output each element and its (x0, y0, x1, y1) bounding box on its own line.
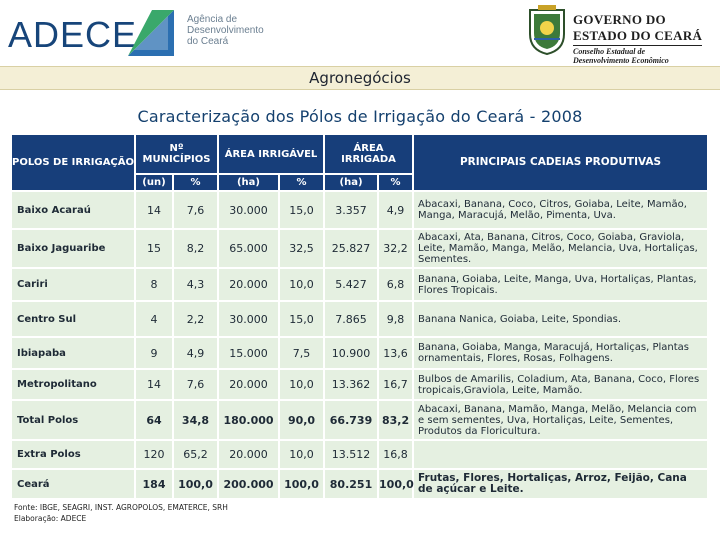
mun-pct: 8,2 (173, 229, 218, 268)
header-polos: POLOS DE IRRIGAÇÃO (11, 134, 135, 191)
adece-logo-icon (124, 6, 178, 60)
mun-pct: 65,2 (173, 440, 218, 469)
table-row (11, 268, 708, 301)
irrigavel-pct: 15,0 (279, 301, 324, 337)
irrigada-ha: 25.827 (324, 229, 378, 268)
irrigada-pct: 100,0 (378, 469, 413, 499)
polo-name: Baixo Jaguaribe (11, 229, 135, 268)
polo-name: Centro Sul (11, 301, 135, 337)
mun-pct: 7,6 (173, 369, 218, 400)
header-area-irrigada: ÁREA IRRIGADA (324, 134, 413, 174)
irrigada-ha: 10.900 (324, 337, 378, 369)
mun-pct: 34,8 (173, 400, 218, 440)
source-line: Fonte: IBGE, SEAGRI, INST. AGROPOLOS, EMATERCE, SRH (14, 503, 228, 512)
mun-count: 120 (135, 440, 173, 469)
irrigada-ha: 7.865 (324, 301, 378, 337)
polo-name: Ibiapaba (11, 337, 135, 369)
irrigavel-ha: 20.000 (218, 268, 279, 301)
agency-name (187, 14, 264, 47)
irrigavel-ha: 180.000 (218, 400, 279, 440)
agency-line-3: do Ceará (187, 36, 229, 47)
header-cadeias: PRINCIPAIS CADEIAS PRODUTIVAS (413, 134, 708, 191)
gov-line-2: ESTADO DO CEARÁ (573, 28, 703, 43)
council-line-2: Desenvolvimento Econômico (573, 56, 669, 65)
cadeias-produtivas (413, 440, 708, 469)
header (0, 0, 720, 66)
mun-count: 14 (135, 191, 173, 229)
agency-line-2: Desenvolvimento (187, 25, 264, 36)
table-row (11, 369, 708, 400)
table-row (11, 301, 708, 337)
irrigada-pct: 16,7 (378, 369, 413, 400)
polo-name: Extra Polos (11, 440, 135, 469)
mun-count: 184 (135, 469, 173, 499)
irrigavel-ha: 30.000 (218, 301, 279, 337)
header-municipios: Nº MUNICÍPIOS (135, 134, 218, 174)
mun-count: 8 (135, 268, 173, 301)
mun-pct: 4,9 (173, 337, 218, 369)
table-row-total (11, 400, 708, 440)
subheader-un: (un) (135, 174, 173, 191)
irrigada-ha: 5.427 (324, 268, 378, 301)
state-crest-icon (526, 4, 568, 56)
mun-count: 4 (135, 301, 173, 337)
subheader-ha-irrigavel: (ha) (218, 174, 279, 191)
irrigada-pct: 9,8 (378, 301, 413, 337)
header-area-irrigavel: ÁREA IRRIGÁVEL (218, 134, 324, 174)
mun-pct: 7,6 (173, 191, 218, 229)
mun-count: 9 (135, 337, 173, 369)
irrigada-pct: 83,2 (378, 400, 413, 440)
irrigada-ha: 13.512 (324, 440, 378, 469)
cadeias-produtivas: Abacaxi, Ata, Banana, Citros, Coco, Goiaba, Graviola, Leite, Mamão, Manga, Melão, Melancia, Uva, Hortaliças, Sementes. (413, 229, 708, 268)
irrigavel-pct: 90,0 (279, 400, 324, 440)
cadeias-produtivas: Abacaxi, Banana, Mamão, Manga, Melão, Melancia com e sem sementes, Uva, Hortaliças, Leite, Sementes, Produtos da Floricultura. (413, 400, 708, 440)
subheader-pct-irrigada: % (378, 174, 413, 191)
section-title: Agronegócios (309, 69, 411, 87)
mun-count: 14 (135, 369, 173, 400)
cadeias-produtivas: Abacaxi, Banana, Coco, Citros, Goiaba, Leite, Mamão, Manga, Maracujá, Melão, Pimenta, Uva. (413, 191, 708, 229)
cadeias-produtivas: Banana, Goiaba, Manga, Maracujá, Hortaliças, Plantas ornamentais, Flores, Rosas, Folhagens. (413, 337, 708, 369)
irrigavel-ha: 20.000 (218, 440, 279, 469)
polo-name: Metropolitano (11, 369, 135, 400)
irrigavel-ha: 15.000 (218, 337, 279, 369)
cadeias-produtivas: Banana Nanica, Goiaba, Leite, Spondias. (413, 301, 708, 337)
irrigavel-pct: 15,0 (279, 191, 324, 229)
table-row (11, 440, 708, 469)
irrigada-ha: 13.362 (324, 369, 378, 400)
mun-count: 64 (135, 400, 173, 440)
irrigada-ha: 3.357 (324, 191, 378, 229)
polo-name: Cariri (11, 268, 135, 301)
elaboration-line: Elaboração: ADECE (14, 514, 87, 523)
subheader-ha-irrigada: (ha) (324, 174, 378, 191)
source-note (14, 502, 228, 524)
mun-pct: 2,2 (173, 301, 218, 337)
subheader-mun-pct: % (173, 174, 218, 191)
irrigavel-pct: 10,0 (279, 440, 324, 469)
irrigavel-pct: 10,0 (279, 268, 324, 301)
gov-line-1: GOVERNO DO (573, 12, 666, 27)
irrigada-ha: 66.739 (324, 400, 378, 440)
irrigada-pct: 4,9 (378, 191, 413, 229)
irrigavel-ha: 20.000 (218, 369, 279, 400)
irrigavel-pct: 10,0 (279, 369, 324, 400)
table-row (11, 337, 708, 369)
irrigation-table (10, 133, 709, 500)
subheader-pct-irrigavel: % (279, 174, 324, 191)
mun-count: 15 (135, 229, 173, 268)
table-row (11, 191, 708, 229)
irrigavel-ha: 30.000 (218, 191, 279, 229)
polo-name: Total Polos (11, 400, 135, 440)
irrigada-pct: 32,2 (378, 229, 413, 268)
page-title: Caracterização dos Pólos de Irrigação do Ceará - 2008 (137, 107, 583, 126)
table-row (11, 229, 708, 268)
adece-brand: ADECE (8, 14, 138, 55)
irrigada-pct: 6,8 (378, 268, 413, 301)
agency-line-1: Agência de (187, 14, 238, 25)
mun-pct: 100,0 (173, 469, 218, 499)
cadeias-produtivas: Banana, Goiaba, Leite, Manga, Uva, Hortaliças, Plantas, Flores Tropicais. (413, 268, 708, 301)
irrigavel-pct: 32,5 (279, 229, 324, 268)
mun-pct: 4,3 (173, 268, 218, 301)
cadeias-produtivas: Bulbos de Amarilis, Coladium, Ata, Banana, Coco, Flores tropicais,Graviola, Leite, Mamão. (413, 369, 708, 400)
government-name (573, 12, 702, 65)
irrigavel-ha: 65.000 (218, 229, 279, 268)
irrigation-table-container (10, 133, 707, 499)
irrigada-ha: 80.251 (324, 469, 378, 499)
cadeias-produtivas: Frutas, Flores, Hortaliças, Arroz, Feijão, Cana de açúcar e Leite. (413, 469, 708, 499)
council-line-1: Conselho Estadual de (573, 45, 702, 56)
polo-name: Ceará (11, 469, 135, 499)
irrigada-pct: 13,6 (378, 337, 413, 369)
irrigada-pct: 16,8 (378, 440, 413, 469)
irrigavel-pct: 7,5 (279, 337, 324, 369)
irrigavel-pct: 100,0 (279, 469, 324, 499)
irrigavel-ha: 200.000 (218, 469, 279, 499)
polo-name: Baixo Acaraú (11, 191, 135, 229)
table-row-ceara (11, 469, 708, 499)
